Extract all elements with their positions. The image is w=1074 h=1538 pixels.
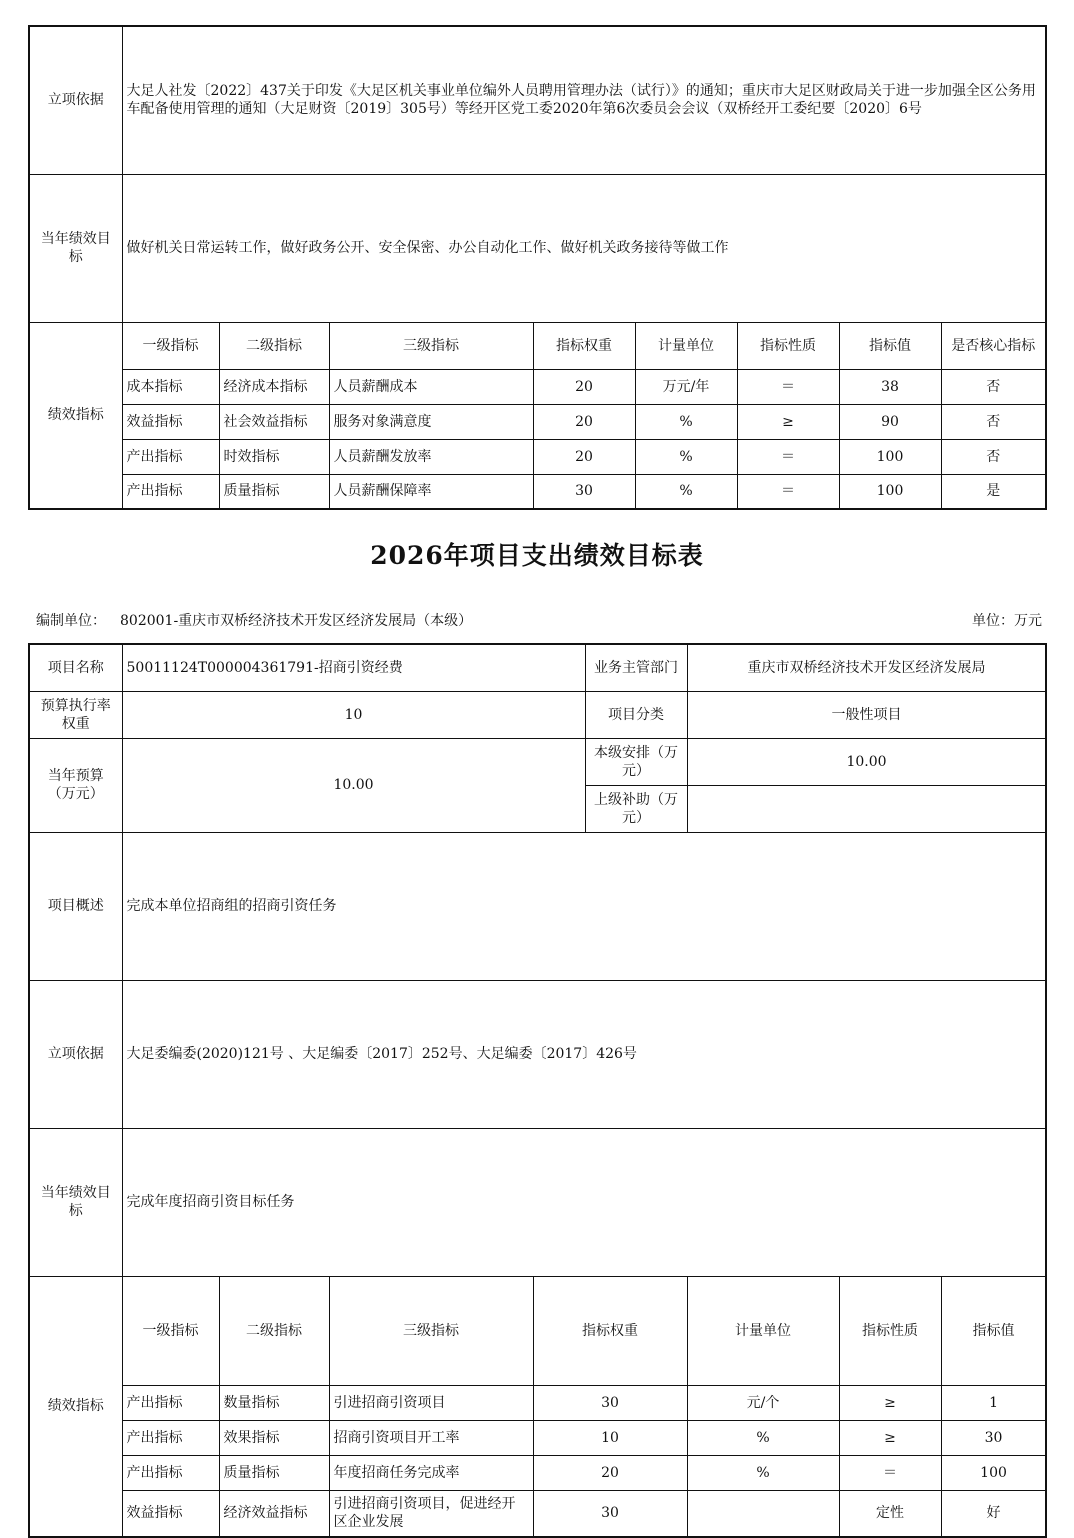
cell: 30 bbox=[533, 1385, 687, 1420]
header-cell: 计量单位 bbox=[687, 1276, 839, 1385]
cell: % bbox=[635, 404, 737, 439]
cell: 时效指标 bbox=[219, 439, 329, 474]
cell: ＝ bbox=[737, 439, 839, 474]
cell: % bbox=[687, 1420, 839, 1455]
local-value: 10.00 bbox=[687, 738, 1046, 785]
project-table bbox=[28, 643, 1047, 1538]
table-row bbox=[29, 1385, 1046, 1420]
cell: 人员薪酬成本 bbox=[329, 369, 533, 404]
table-row bbox=[29, 439, 1046, 474]
cell: 人员薪酬保障率 bbox=[329, 474, 533, 509]
indicators-label: 绩效指标 bbox=[29, 322, 122, 509]
cell: 质量指标 bbox=[219, 474, 329, 509]
cell: 否 bbox=[941, 404, 1046, 439]
cell: ＝ bbox=[737, 474, 839, 509]
cell bbox=[687, 1490, 839, 1537]
cell: 产出指标 bbox=[122, 1385, 219, 1420]
cell: 100 bbox=[839, 474, 941, 509]
cell: 年度招商任务完成率 bbox=[329, 1455, 533, 1490]
subsidy-value bbox=[687, 785, 1046, 832]
cell: ≥ bbox=[839, 1420, 941, 1455]
cell: 20 bbox=[533, 404, 635, 439]
cell: 20 bbox=[533, 1455, 687, 1490]
cell: 服务对象满意度 bbox=[329, 404, 533, 439]
project-basis-label: 立项依据 bbox=[29, 980, 122, 1128]
cell: ＝ bbox=[839, 1455, 941, 1490]
header-cell: 是否核心指标 bbox=[941, 322, 1046, 369]
cell: 产出指标 bbox=[122, 1420, 219, 1455]
org-value: 802001-重庆市双桥经济技术开发区经济发展局（本级） bbox=[120, 613, 473, 629]
cell: 30 bbox=[533, 1490, 687, 1537]
overview-text: 完成本单位招商组的招商引资任务 bbox=[122, 832, 1046, 980]
cell: 100 bbox=[941, 1455, 1046, 1490]
cell: 招商引资项目开工率 bbox=[329, 1420, 533, 1455]
header-cell: 指标值 bbox=[839, 322, 941, 369]
cell: % bbox=[687, 1455, 839, 1490]
category-value: 一般性项目 bbox=[687, 691, 1046, 738]
header-cell: 三级指标 bbox=[329, 1276, 533, 1385]
overview-label: 项目概述 bbox=[29, 832, 122, 980]
basis-text: 大足人社发〔2022〕437关于印发《大足区机关事业单位编外人员聘用管理办法（试行）》的通知；重庆市大足区财政局关于进一步加强全区公务用车配备使用管理的通知（大足财资〔2019〕305号）等经开区党工委2020年第6次委员会会议（双桥经开工委纪要〔2020〕6号 bbox=[122, 26, 1046, 174]
budget-label: 当年预算（万元） bbox=[29, 738, 122, 832]
cell: 元/个 bbox=[687, 1385, 839, 1420]
project-indicators-label: 绩效指标 bbox=[29, 1276, 122, 1537]
local-label: 本级安排（万元） bbox=[585, 738, 687, 785]
dept-value: 重庆市双桥经济技术开发区经济发展局 bbox=[687, 644, 1046, 691]
project-name-label: 项目名称 bbox=[29, 644, 122, 691]
cell: 产出指标 bbox=[122, 1455, 219, 1490]
basis-label: 立项依据 bbox=[29, 26, 122, 174]
cell: 10 bbox=[533, 1420, 687, 1455]
top-table bbox=[28, 25, 1047, 510]
header-cell: 指标性质 bbox=[839, 1276, 941, 1385]
cell: 20 bbox=[533, 369, 635, 404]
cell: 效益指标 bbox=[122, 1490, 219, 1537]
dept-label: 业务主管部门 bbox=[585, 644, 687, 691]
cell: 经济成本指标 bbox=[219, 369, 329, 404]
rate-value: 10 bbox=[122, 691, 585, 738]
cell: 30 bbox=[941, 1420, 1046, 1455]
rate-label: 预算执行率权重 bbox=[29, 691, 122, 738]
project-basis-text: 大足委编委(2020)121号 、大足编委〔2017〕252号、大足编委〔2017〕426号 bbox=[122, 980, 1046, 1128]
cell: 90 bbox=[839, 404, 941, 439]
header-cell: 二级指标 bbox=[219, 322, 329, 369]
project-name-value: 50011124T000004361791-招商引资经费 bbox=[122, 644, 585, 691]
cell: 30 bbox=[533, 474, 635, 509]
cell: 100 bbox=[839, 439, 941, 474]
cell: 效果指标 bbox=[219, 1420, 329, 1455]
header-cell: 指标权重 bbox=[533, 322, 635, 369]
cell: 人员薪酬发放率 bbox=[329, 439, 533, 474]
cell: % bbox=[635, 439, 737, 474]
cell: ＝ bbox=[737, 369, 839, 404]
header-cell: 一级指标 bbox=[122, 322, 219, 369]
cell: 万元/年 bbox=[635, 369, 737, 404]
cell: 质量指标 bbox=[219, 1455, 329, 1490]
table-row bbox=[29, 1455, 1046, 1490]
header-cell: 指标值 bbox=[941, 1276, 1046, 1385]
cell: 否 bbox=[941, 369, 1046, 404]
cell: ≥ bbox=[737, 404, 839, 439]
cell: 好 bbox=[941, 1490, 1046, 1537]
cell: 引进招商引资项目，促进经开区企业发展 bbox=[329, 1490, 533, 1537]
header-cell: 二级指标 bbox=[219, 1276, 329, 1385]
table-row bbox=[29, 474, 1046, 509]
subsidy-label: 上级补助（万元） bbox=[585, 785, 687, 832]
cell: 数量指标 bbox=[219, 1385, 329, 1420]
cell: 社会效益指标 bbox=[219, 404, 329, 439]
table-row bbox=[29, 404, 1046, 439]
budget-value: 10.00 bbox=[122, 738, 585, 832]
org-unit-line bbox=[36, 610, 1042, 630]
header-cell: 指标性质 bbox=[737, 322, 839, 369]
project-goal-text: 完成年度招商引资目标任务 bbox=[122, 1128, 1046, 1276]
cell: 产出指标 bbox=[122, 474, 219, 509]
cell: 1 bbox=[941, 1385, 1046, 1420]
page-title: 2026年项目支出绩效目标表 bbox=[370, 541, 704, 570]
cell: % bbox=[635, 474, 737, 509]
org-label: 编制单位： bbox=[36, 613, 106, 629]
cell: 引进招商引资项目 bbox=[329, 1385, 533, 1420]
cell: 定性 bbox=[839, 1490, 941, 1537]
table-row bbox=[29, 1490, 1046, 1537]
header-cell: 三级指标 bbox=[329, 322, 533, 369]
cell: 是 bbox=[941, 474, 1046, 509]
cell: 产出指标 bbox=[122, 439, 219, 474]
header-cell: 计量单位 bbox=[635, 322, 737, 369]
cell: 38 bbox=[839, 369, 941, 404]
project-goal-label: 当年绩效目标 bbox=[29, 1128, 122, 1276]
category-label: 项目分类 bbox=[585, 691, 687, 738]
cell: ≥ bbox=[839, 1385, 941, 1420]
cell: 经济效益指标 bbox=[219, 1490, 329, 1537]
table-row bbox=[29, 369, 1046, 404]
unit-label: 单位：万元 bbox=[972, 613, 1042, 629]
cell: 20 bbox=[533, 439, 635, 474]
header-cell: 指标权重 bbox=[533, 1276, 687, 1385]
header-cell: 一级指标 bbox=[122, 1276, 219, 1385]
goal-label: 当年绩效目标 bbox=[29, 174, 122, 322]
table-row bbox=[29, 1420, 1046, 1455]
cell: 否 bbox=[941, 439, 1046, 474]
cell: 效益指标 bbox=[122, 404, 219, 439]
cell: 成本指标 bbox=[122, 369, 219, 404]
goal-text: 做好机关日常运转工作，做好政务公开、安全保密、办公自动化工作、做好机关政务接待等做工作 bbox=[122, 174, 1046, 322]
